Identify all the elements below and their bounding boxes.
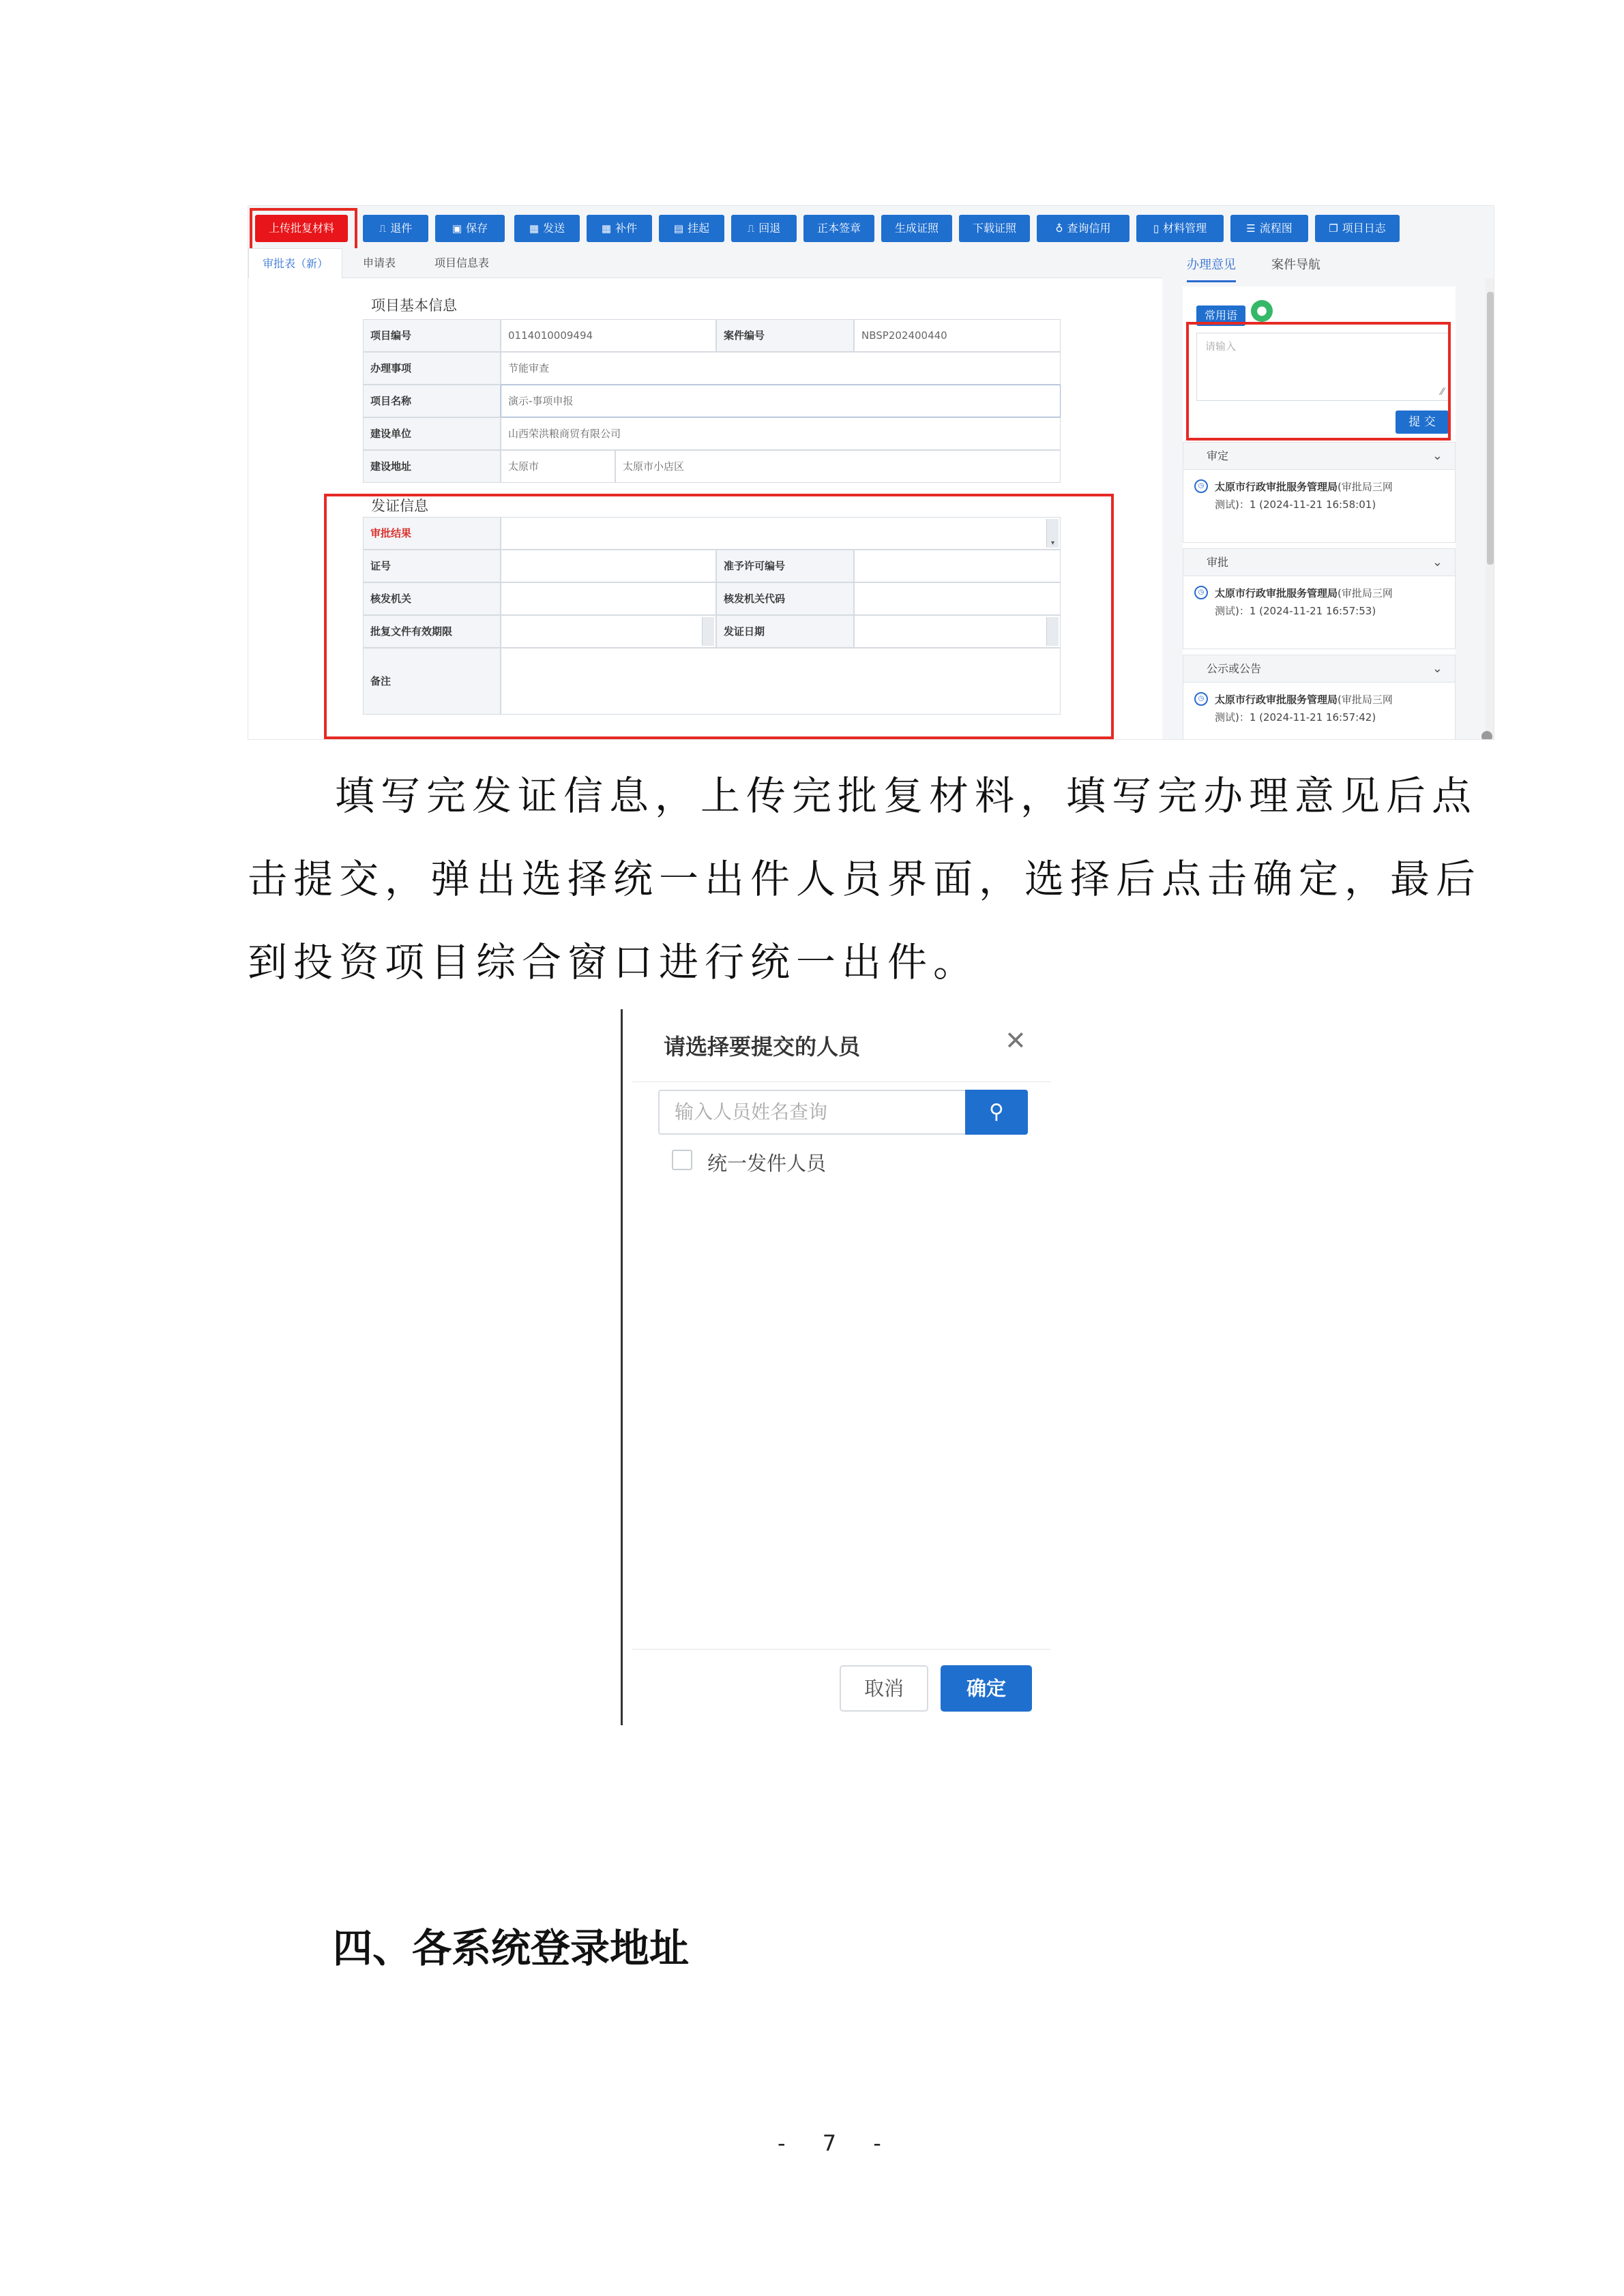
query-credit-button[interactable]: ♁ 查询信用 [1037, 215, 1130, 242]
upload-approval-button[interactable]: 上传批复材料 [255, 215, 348, 242]
search-button[interactable] [965, 1090, 1028, 1135]
log-item: 公示或公告 ⌄ ◷ 太原市行政审批服务管理局(审批局三网 测试)：1 (2024-11-21 16:57:42) [1183, 655, 1456, 740]
instruction-paragraph [248, 754, 1482, 1004]
scrollbar[interactable] [1486, 278, 1494, 740]
copy-icon: ❐ [1329, 222, 1338, 235]
chevron-down-icon[interactable]: ⌄ [1432, 555, 1443, 569]
case-no-label: 案件编号 [716, 319, 854, 352]
project-log-button[interactable]: ❐ 项目日志 [1315, 215, 1400, 242]
return-button[interactable]: ⎍ 退件 [363, 215, 428, 242]
tab-application-form[interactable]: 申请表 [362, 256, 396, 269]
clock-icon: ◷ [1194, 479, 1208, 493]
select-personnel-dialog [621, 1009, 1049, 1725]
log-item: 审批 ⌄ ◷ 太原市行政审批服务管理局(审批局三网 测试)：1 (2024-11-21 16:57:53) [1183, 548, 1456, 649]
clock-icon: ◷ [1194, 586, 1208, 599]
approval-screenshot [248, 205, 1494, 740]
file-icon: ▯ [1153, 222, 1160, 235]
cancel-button[interactable]: 取消 [840, 1665, 928, 1712]
matter-label: 办理事项 [363, 352, 501, 385]
unit-field[interactable]: 山西荣洪粮商贸有限公司 [501, 417, 1061, 450]
grid-icon: ▦ [601, 222, 612, 235]
issuer-label: 核发机关 [363, 582, 501, 615]
doc-icon: ▤ [673, 222, 684, 235]
matter-field[interactable]: 节能审查 [501, 352, 1061, 385]
supplement-button[interactable]: ▦ 补件 [587, 215, 652, 242]
valid-period-label: 批复文件有效期限 [363, 615, 501, 648]
section-title-basic: 项目基本信息 [371, 297, 457, 314]
project-no-field[interactable]: 0114010009494 [501, 319, 716, 352]
upload-highlight-frame [250, 208, 357, 252]
unit-label: 建设单位 [363, 417, 501, 450]
dialog-title: 请选择要提交的人员 [664, 1034, 861, 1060]
address-label: 建设地址 [363, 450, 501, 483]
tab-case-nav[interactable]: 案件导航 [1271, 258, 1320, 272]
project-no-label: 项目编号 [363, 319, 501, 352]
generate-license-button[interactable]: 生成证照 [881, 215, 952, 242]
rollback-button[interactable]: ⎍ 回退 [731, 215, 797, 242]
form-tabs [248, 248, 1162, 278]
tab-approval-form[interactable]: 审批表（新） [248, 248, 342, 278]
chevron-down-icon[interactable]: ▾ [1046, 519, 1059, 548]
paragraph-line: 击提交，弹出选择统一出件人员界面，选择后点击确定，最后 [248, 856, 1482, 902]
search-input[interactable]: 输入人员姓名查询 [658, 1090, 965, 1135]
issuer-code-label: 核发机关代码 [716, 582, 854, 615]
address-detail-field[interactable]: 太原市小店区 [615, 450, 1061, 483]
page-number: - 7 - [778, 2130, 896, 2156]
branch-icon: ⎍ [379, 222, 387, 235]
paragraph-line: 填写完发证信息，上传完批复材料，填写完办理意见后点 [335, 773, 1478, 819]
scroll-dot [1481, 731, 1492, 740]
tab-opinion[interactable]: 办理意见 [1187, 255, 1236, 282]
confirm-button[interactable]: 确定 [941, 1665, 1032, 1712]
paragraph-line: 到投资项目综合窗口进行统一出件。 [248, 939, 979, 985]
name-label: 项目名称 [363, 385, 501, 417]
divider [632, 1649, 1051, 1650]
opinion-textarea[interactable]: 请输入 ⁄⁄ [1196, 333, 1449, 401]
name-field[interactable]: 演示-事项申报 [501, 385, 1061, 417]
address-city-field[interactable]: 太原市 [501, 450, 615, 483]
personnel-checkbox[interactable] [672, 1150, 692, 1170]
close-icon[interactable]: ✕ [1005, 1026, 1027, 1056]
remark-label: 备注 [363, 648, 501, 715]
resize-grip-icon[interactable]: ⁄⁄ [1441, 387, 1444, 398]
clock-icon: ◷ [1194, 692, 1208, 706]
log-item: 审定 ⌄ ◷ 太原市行政审批服务管理局(审批局三网 测试)：1 (2024-11-21 16:58:01) [1183, 442, 1456, 543]
save-icon: ▣ [452, 222, 462, 235]
opinion-highlight-frame [1186, 322, 1451, 441]
branch-icon: ⎍ [747, 222, 755, 235]
chevron-down-icon[interactable]: ⌄ [1432, 661, 1443, 676]
permit-no-label: 准予许可编号 [716, 550, 854, 582]
send-button[interactable]: ▦ 发送 [514, 215, 580, 242]
scroll-thumb[interactable] [1487, 292, 1494, 565]
toolbar [248, 206, 1494, 248]
cert-no-label: 证号 [363, 550, 501, 582]
grid-icon: ▦ [529, 222, 540, 235]
case-no-field[interactable]: NBSP202400440 [854, 319, 1061, 352]
issue-date-label: 发证日期 [716, 615, 854, 648]
cert-highlight-frame [324, 494, 1114, 739]
section-title-cert: 发证信息 [371, 498, 428, 514]
download-license-button[interactable]: 下载证照 [959, 215, 1030, 242]
search-icon: ⚲ [989, 1100, 1004, 1124]
bulb-icon: ♁ [1055, 222, 1063, 235]
suspend-button[interactable]: ▤ 挂起 [659, 215, 724, 242]
result-label: 审批结果 [363, 517, 501, 550]
save-button[interactable]: ▣ 保存 [435, 215, 505, 242]
chevron-down-icon[interactable]: ⌄ [1432, 449, 1443, 463]
section-heading: 四、各系统登录地址 [333, 1925, 690, 1971]
common-phrase-button[interactable]: 常用语 [1196, 305, 1245, 326]
tab-project-info[interactable]: 项目信息表 [434, 256, 489, 269]
submit-button[interactable]: 提 交 [1396, 411, 1449, 434]
flowchart-button[interactable]: ☰ 流程图 [1230, 215, 1308, 242]
list-icon: ☰ [1246, 222, 1256, 235]
microphone-icon[interactable]: ● [1251, 300, 1273, 322]
material-manage-button[interactable]: ▯ 材料管理 [1136, 215, 1224, 242]
personnel-option-label: 统一发件人员 [707, 1152, 827, 1175]
sign-seal-button[interactable]: 正本签章 [803, 215, 874, 242]
